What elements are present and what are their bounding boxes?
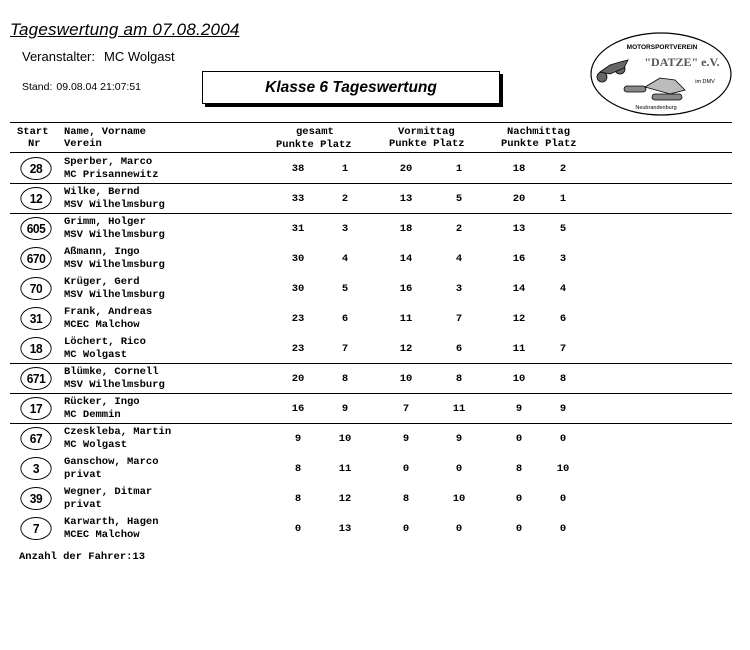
- cell-g-pl: 2: [341, 193, 349, 205]
- cell-n-pl: 4: [559, 283, 567, 295]
- rider-club: MCEC Malchow: [64, 319, 140, 331]
- start-number-badge: 39: [20, 487, 51, 510]
- logo-side-text: im DMV: [695, 79, 715, 85]
- table-row: [10, 483, 732, 513]
- timestamp-value: 09.08.04 21:07:51: [56, 81, 142, 93]
- start-number-badge: 67: [20, 427, 51, 450]
- rider-name: Wilke, Bernd: [64, 186, 140, 198]
- rider-count-value: 13: [132, 551, 146, 563]
- start-number-badge: 605: [20, 217, 51, 240]
- table-row: [10, 453, 732, 483]
- cell-v-pl: 0: [455, 463, 463, 475]
- cell-n-pl: 6: [559, 313, 567, 325]
- cell-v-pl: 8: [455, 373, 463, 385]
- cell-v-p: 8: [402, 493, 410, 505]
- cell-v-pl: 9: [455, 433, 463, 445]
- table-row: [10, 333, 732, 363]
- cell-g-pl: 11: [338, 463, 352, 475]
- cell-v-pl: 6: [455, 343, 463, 355]
- cell-v-pl: 4: [455, 253, 463, 265]
- rider-name: Löchert, Rico: [64, 336, 146, 348]
- start-number-badge: 12: [20, 187, 51, 210]
- rider-club: privat: [64, 499, 102, 511]
- cell-n-p: 0: [515, 433, 523, 445]
- logo-bottom-text: Neubrandenburg: [635, 105, 677, 111]
- cell-g-p: 30: [291, 283, 305, 295]
- table-row: [10, 393, 732, 423]
- cell-g-pl: 9: [341, 403, 349, 415]
- cell-g-p: 38: [291, 163, 305, 175]
- rider-club: MCEC Malchow: [64, 529, 140, 541]
- start-number-badge: 28: [20, 157, 51, 180]
- cell-n-pl: 1: [559, 193, 567, 205]
- cell-v-p: 14: [399, 253, 413, 265]
- rider-club: MSV Wilhelmsburg: [64, 379, 165, 391]
- cell-g-pl: 13: [338, 523, 352, 535]
- cell-g-p: 9: [294, 433, 302, 445]
- rider-count-label: Anzahl der Fahrer:: [19, 551, 133, 563]
- cell-n-p: 16: [512, 253, 526, 265]
- rider-name: Ganschow, Marco: [64, 456, 159, 468]
- cell-n-pl: 5: [559, 223, 567, 235]
- cell-n-pl: 0: [559, 493, 567, 505]
- cell-g-p: 30: [291, 253, 305, 265]
- cell-v-p: 20: [399, 163, 413, 175]
- header-gesamt: gesamt: [296, 126, 334, 138]
- logo-top-text: MOTORSPORTVEREIN: [626, 44, 698, 51]
- logo-name-text: "DATZE" e.V.: [644, 55, 720, 69]
- start-number-badge: 31: [20, 307, 51, 330]
- cell-n-p: 13: [512, 223, 526, 235]
- table-row: [10, 423, 732, 453]
- rider-club: MC Prisannewitz: [64, 169, 159, 181]
- cell-g-p: 8: [294, 493, 302, 505]
- page-title: Tageswertung am 07.08.2004: [10, 20, 240, 39]
- cell-v-p: 12: [399, 343, 413, 355]
- cell-g-p: 0: [294, 523, 302, 535]
- table-row: [10, 213, 732, 243]
- cell-g-pl: 5: [341, 283, 349, 295]
- rider-name: Frank, Andreas: [64, 306, 153, 318]
- header-top-rule: [10, 122, 732, 123]
- cell-n-p: 10: [512, 373, 526, 385]
- cell-v-pl: 3: [455, 283, 463, 295]
- cell-g-pl: 1: [341, 163, 349, 175]
- header-vormittag-sub: Punkte Platz: [389, 138, 465, 150]
- cell-v-p: 9: [402, 433, 410, 445]
- table-row: [10, 303, 732, 333]
- cell-v-p: 0: [402, 463, 410, 475]
- cell-g-pl: 4: [341, 253, 349, 265]
- header-name: Name, Vorname: [64, 126, 146, 138]
- cell-v-pl: 10: [452, 493, 466, 505]
- cell-g-p: 33: [291, 193, 305, 205]
- table-row: [10, 513, 732, 543]
- cell-g-p: 23: [291, 343, 305, 355]
- cell-g-pl: 3: [341, 223, 349, 235]
- timestamp: [22, 81, 141, 93]
- start-number-badge: 670: [20, 247, 51, 270]
- cell-v-pl: 11: [452, 403, 466, 415]
- cell-n-p: 0: [515, 523, 523, 535]
- table-row: [10, 183, 732, 213]
- start-number-badge: 70: [20, 277, 51, 300]
- organizer-label: Veranstalter:: [22, 49, 95, 64]
- rider-club: MC Wolgast: [64, 349, 128, 361]
- cell-n-pl: 7: [559, 343, 567, 355]
- start-number-badge: 671: [20, 367, 51, 390]
- rider-club: MSV Wilhelmsburg: [64, 259, 165, 271]
- rider-name: Blümke, Cornell: [64, 366, 159, 378]
- cell-g-p: 20: [291, 373, 305, 385]
- cell-n-pl: 8: [559, 373, 567, 385]
- cell-v-p: 18: [399, 223, 413, 235]
- cell-n-p: 0: [515, 493, 523, 505]
- cell-g-p: 31: [291, 223, 305, 235]
- start-number-badge: 3: [20, 457, 51, 480]
- rider-name: Sperber, Marco: [64, 156, 153, 168]
- rider-club: privat: [64, 469, 102, 481]
- table-row: [10, 243, 732, 273]
- cell-n-pl: 2: [559, 163, 567, 175]
- cell-v-p: 7: [402, 403, 410, 415]
- cell-n-pl: 0: [559, 433, 567, 445]
- rider-name: Wegner, Ditmar: [64, 486, 153, 498]
- cell-v-pl: 0: [455, 523, 463, 535]
- cell-g-p: 8: [294, 463, 302, 475]
- cell-v-p: 13: [399, 193, 413, 205]
- table-row: [10, 273, 732, 303]
- class-title-box: [202, 71, 500, 104]
- rider-club: MC Demmin: [64, 409, 121, 421]
- cell-v-p: 10: [399, 373, 413, 385]
- cell-n-p: 20: [512, 193, 526, 205]
- rider-club: MSV Wilhelmsburg: [64, 229, 165, 241]
- cell-n-pl: 3: [559, 253, 567, 265]
- organizer-value: MC Wolgast: [104, 49, 175, 64]
- start-number-badge: 7: [20, 517, 51, 540]
- start-number-badge: 18: [20, 337, 51, 360]
- timestamp-label: Stand:: [22, 81, 53, 93]
- cell-g-pl: 12: [338, 493, 352, 505]
- cell-v-pl: 5: [455, 193, 463, 205]
- cell-n-pl: 9: [559, 403, 567, 415]
- cell-v-pl: 2: [455, 223, 463, 235]
- cell-v-pl: 1: [455, 163, 463, 175]
- cell-v-p: 16: [399, 283, 413, 295]
- header-verein: Verein: [64, 138, 102, 150]
- header-nachmittag: Nachmittag: [507, 126, 571, 138]
- cell-g-p: 23: [291, 313, 305, 325]
- rider-name: Aßmann, Ingo: [64, 246, 140, 258]
- rider-club: MC Wolgast: [64, 439, 128, 451]
- header-nachmittag-sub: Punkte Platz: [501, 138, 577, 150]
- cell-n-p: 8: [515, 463, 523, 475]
- cell-g-pl: 8: [341, 373, 349, 385]
- organizer: [22, 49, 175, 64]
- rider-club: MSV Wilhelmsburg: [64, 289, 165, 301]
- rider-name: Krüger, Gerd: [64, 276, 140, 288]
- start-number-badge: 17: [20, 397, 51, 420]
- cell-n-p: 12: [512, 313, 526, 325]
- table-row: [10, 153, 732, 183]
- cell-n-p: 14: [512, 283, 526, 295]
- cell-n-p: 11: [512, 343, 526, 355]
- header-nr: Nr: [28, 138, 41, 150]
- rider-name: Grimm, Holger: [64, 216, 146, 228]
- header-vormittag: Vormittag: [398, 126, 455, 138]
- cell-g-p: 16: [291, 403, 305, 415]
- header-start: Start: [17, 126, 49, 138]
- table-row: [10, 363, 732, 393]
- rider-name: Czeskleba, Martin: [64, 426, 172, 438]
- cell-v-p: 0: [402, 523, 410, 535]
- header-gesamt-sub: Punkte Platz: [276, 139, 352, 151]
- cell-g-pl: 7: [341, 343, 349, 355]
- cell-n-p: 18: [512, 163, 526, 175]
- rider-name: Rücker, Ingo: [64, 396, 140, 408]
- club-logo: [590, 32, 732, 116]
- cell-g-pl: 10: [338, 433, 352, 445]
- class-title: Klasse 6 Tageswertung: [265, 78, 437, 96]
- cell-n-pl: 0: [559, 523, 567, 535]
- cell-n-pl: 10: [556, 463, 570, 475]
- cell-g-pl: 6: [341, 313, 349, 325]
- rider-club: MSV Wilhelmsburg: [64, 199, 165, 211]
- rider-count: [19, 551, 145, 563]
- cell-v-p: 11: [399, 313, 413, 325]
- cell-v-pl: 7: [455, 313, 463, 325]
- rider-name: Karwarth, Hagen: [64, 516, 159, 528]
- cell-n-p: 9: [515, 403, 523, 415]
